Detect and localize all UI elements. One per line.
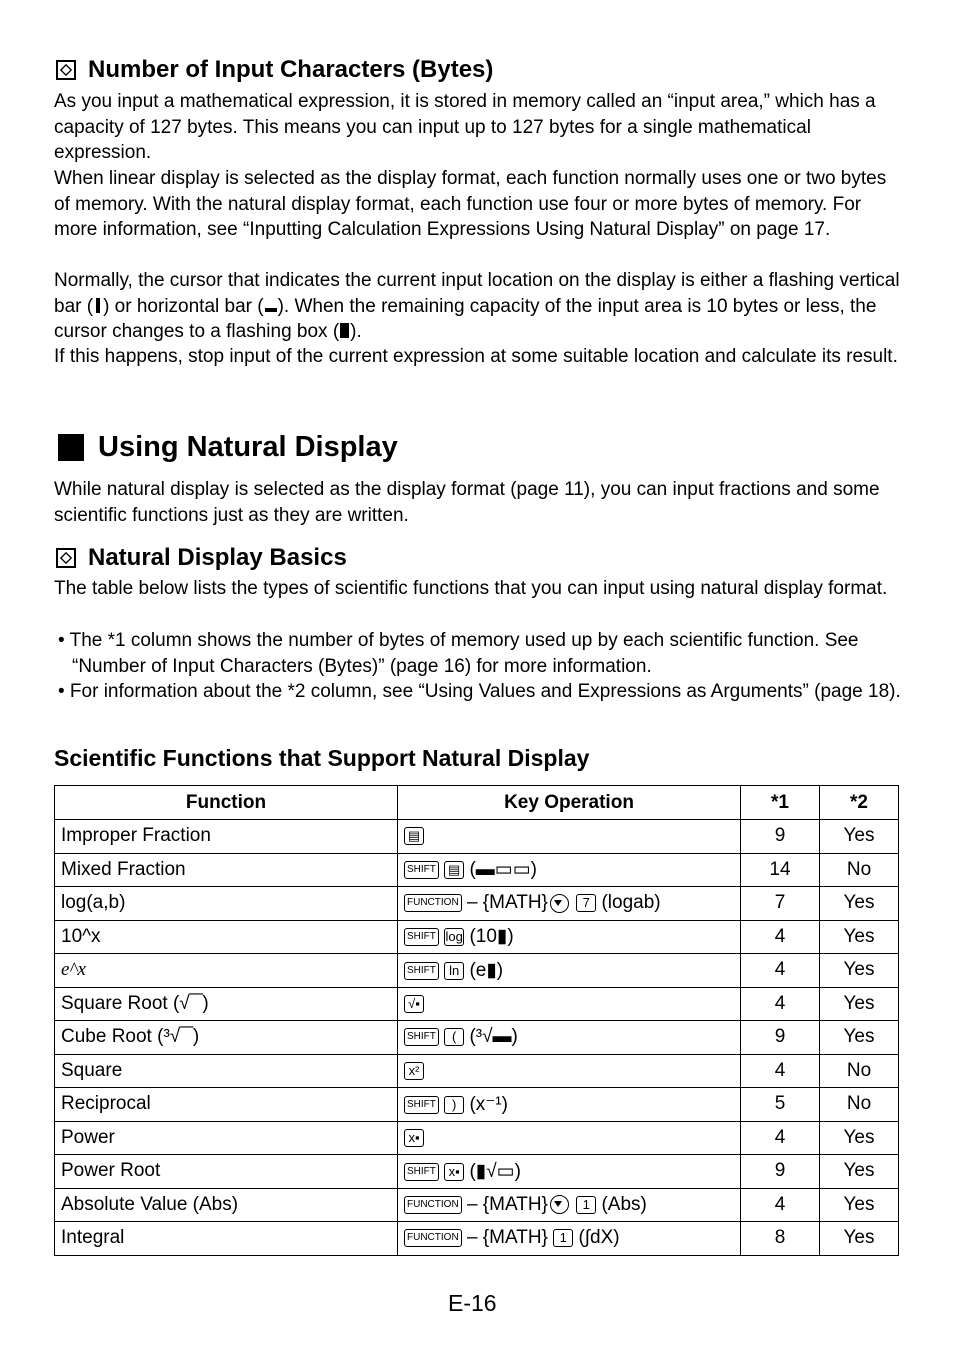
square-bullet-icon: [58, 434, 84, 461]
down-arrow-key-icon: [550, 1195, 569, 1214]
key-cell: [398, 1021, 741, 1055]
x-power-key-icon: x▪: [444, 1163, 464, 1181]
bytes-cell: 8: [741, 1222, 820, 1256]
arg-cell: No: [820, 1054, 899, 1088]
bullet-item: • For information about the *2 column, see “Using Values and Expressions as Arguments” (page 18).: [58, 681, 901, 702]
arg-cell: Yes: [820, 987, 899, 1021]
x-squared-key-icon: x²: [404, 1062, 424, 1080]
box-cursor-icon: [340, 323, 349, 338]
text: Normally, the cursor that indicates the current input location on the display is either a flashing vertical bar (: [54, 270, 900, 317]
key-result: (e▮): [469, 959, 504, 981]
key-result: (Abs): [601, 1193, 647, 1215]
section-heading-natural-display: [54, 431, 398, 464]
section-heading-input-chars: [54, 56, 493, 84]
header-cell: Key Operation: [398, 786, 741, 820]
heading-text: Using Natural Display: [98, 431, 398, 463]
section-heading-basics: [54, 544, 347, 572]
key-cell: [398, 987, 741, 1021]
paragraph: When linear display is selected as the display format, each function normally uses one or two bytes of memory. With the natural display format, each function use four or more bytes of memory. For more information, see “Inputting Calculation Expressions Using Natural Display” on page 17.: [54, 168, 887, 241]
horizontal-bar-cursor-icon: [265, 308, 277, 312]
key-cell: [398, 1222, 741, 1256]
function-cell: Power: [55, 1121, 398, 1155]
shift-key-icon: SHIFT: [404, 861, 439, 879]
paragraph: If this happens, stop input of the current expression at some suitable location and calculate its result.: [54, 346, 898, 367]
table-title: Scientific Functions that Support Natural Display: [54, 745, 590, 771]
one-key-icon: 1: [576, 1196, 596, 1214]
fraction-key-icon: ▤: [404, 827, 424, 845]
shift-key-icon: SHIFT: [404, 928, 439, 946]
function-key-icon: FUNCTION: [404, 1229, 462, 1247]
function-cell: Absolute Value (Abs): [55, 1188, 398, 1222]
key-cell: [398, 1188, 741, 1222]
shift-key-icon: SHIFT: [404, 1028, 439, 1046]
bytes-cell: 9: [741, 820, 820, 854]
page-number: E-16: [448, 1290, 497, 1316]
key-result: (10▮): [469, 926, 514, 948]
bytes-cell: 4: [741, 1054, 820, 1088]
one-key-icon: 1: [553, 1229, 573, 1247]
key-result: (³√▬): [469, 1026, 518, 1048]
table-row: [55, 1054, 899, 1088]
function-cell: Power Root: [55, 1155, 398, 1189]
right-paren-key-icon: ): [444, 1096, 464, 1114]
cursor-paragraph: [54, 268, 900, 345]
key-cell: [398, 1054, 741, 1088]
table-row: [55, 887, 899, 921]
functions-table: [54, 785, 899, 1256]
arg-cell: Yes: [820, 954, 899, 988]
table-row: [55, 1121, 899, 1155]
key-result: (∫dX): [578, 1227, 620, 1249]
function-cell: e^x: [55, 954, 398, 988]
table-row: [55, 987, 899, 1021]
function-cell: Reciprocal: [55, 1088, 398, 1122]
header-cell: Function: [55, 786, 398, 820]
function-cell: log(a,b): [55, 887, 398, 921]
table-row: [55, 920, 899, 954]
text: ). When the remaining capacity of the input area is 10 bytes or less, the cursor changes to a flashing box (: [54, 295, 877, 343]
bytes-cell: 4: [741, 920, 820, 954]
table-row: [55, 1188, 899, 1222]
shift-key-icon: SHIFT: [404, 1163, 439, 1181]
key-result: (▮√▭): [469, 1160, 521, 1182]
table-header-row: [55, 786, 899, 820]
key-cell: [398, 820, 741, 854]
key-cell: [398, 1155, 741, 1189]
key-cell: [398, 920, 741, 954]
arg-cell: Yes: [820, 820, 899, 854]
paragraph: While natural display is selected as the display format (page 11), you can input fractions and some scientific functions just as they are written.: [54, 479, 880, 526]
header-cell: *1: [741, 786, 820, 820]
paragraph: The table below lists the types of scientific functions that you can input using natural display format.: [54, 578, 888, 599]
bytes-cell: 7: [741, 887, 820, 921]
key-result: (logab): [601, 892, 661, 914]
arg-cell: No: [820, 1088, 899, 1122]
ln-key-icon: ln: [444, 962, 464, 980]
table-row: [55, 954, 899, 988]
seven-key-icon: 7: [576, 894, 596, 912]
function-key-icon: FUNCTION: [404, 1196, 462, 1214]
function-cell: Mixed Fraction: [55, 853, 398, 887]
sqrt-key-icon: √▪: [404, 995, 424, 1013]
left-paren-key-icon: (: [444, 1028, 464, 1046]
bytes-cell: 4: [741, 987, 820, 1021]
bytes-cell: 4: [741, 1121, 820, 1155]
text: ).: [350, 321, 362, 343]
key-text: – {MATH}: [466, 1193, 548, 1215]
table-row: [55, 1222, 899, 1256]
bytes-cell: 14: [741, 853, 820, 887]
arg-cell: Yes: [820, 887, 899, 921]
table-row: [55, 1021, 899, 1055]
diamond-bullet-icon: [56, 548, 76, 568]
text: ) or horizontal bar (: [103, 295, 264, 317]
function-key-icon: FUNCTION: [404, 894, 462, 912]
heading-text: Number of Input Characters (Bytes): [88, 56, 494, 83]
down-arrow-key-icon: [550, 894, 569, 913]
key-cell: [398, 1088, 741, 1122]
key-cell: [398, 853, 741, 887]
key-cell: [398, 954, 741, 988]
key-cell: [398, 887, 741, 921]
arg-cell: Yes: [820, 1188, 899, 1222]
function-cell: Cube Root (³√‾‾): [55, 1021, 398, 1055]
arg-cell: Yes: [820, 1121, 899, 1155]
key-cell: [398, 1121, 741, 1155]
key-result: (x⁻¹): [469, 1093, 508, 1115]
function-cell: Integral: [55, 1222, 398, 1256]
table-row: [55, 820, 899, 854]
bytes-cell: 9: [741, 1021, 820, 1055]
key-result: (▬▭▭): [469, 859, 538, 881]
shift-key-icon: SHIFT: [404, 1096, 439, 1114]
function-cell: Square Root (√‾‾): [55, 987, 398, 1021]
arg-cell: Yes: [820, 920, 899, 954]
function-cell: Improper Fraction: [55, 820, 398, 854]
arg-cell: Yes: [820, 1222, 899, 1256]
bytes-cell: 5: [741, 1088, 820, 1122]
table-row: [55, 853, 899, 887]
arg-cell: Yes: [820, 1155, 899, 1189]
fraction-key-icon: ▤: [444, 861, 464, 879]
diamond-bullet-icon: [56, 60, 76, 80]
paragraph: As you input a mathematical expression, it is stored in memory called an “input area,” which has a capacity of 127 bytes. This means you can input up to 127 bytes for a single mathematical expression.: [54, 91, 876, 164]
function-cell: 10^x: [55, 920, 398, 954]
bullet-item: • The *1 column shows the number of bytes of memory used up by each scientific function. See “Number of Input Characters (Bytes)” (page 16) for more information.: [58, 630, 859, 677]
bytes-cell: 4: [741, 1188, 820, 1222]
x-power-key-icon: x▪: [404, 1129, 424, 1147]
arg-cell: No: [820, 853, 899, 887]
heading-text: Natural Display Basics: [88, 544, 347, 571]
key-text: – {MATH}: [466, 892, 548, 914]
table-row: [55, 1088, 899, 1122]
header-cell: *2: [820, 786, 899, 820]
shift-key-icon: SHIFT: [404, 962, 439, 980]
function-cell: Square: [55, 1054, 398, 1088]
table-row: [55, 1155, 899, 1189]
log-key-icon: log: [445, 929, 463, 945]
key-text: – {MATH}: [466, 1227, 548, 1249]
arg-cell: Yes: [820, 1021, 899, 1055]
bytes-cell: 9: [741, 1155, 820, 1189]
bytes-cell: 4: [741, 954, 820, 988]
vertical-bar-cursor-icon: [96, 298, 100, 313]
